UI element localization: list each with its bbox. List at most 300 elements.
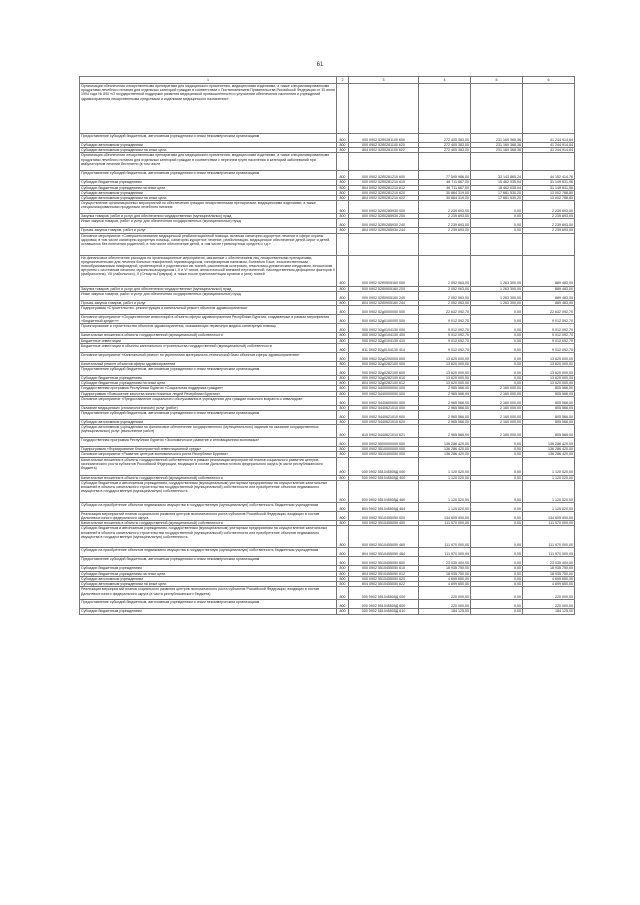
row-budget-code-cell: 000 0902 52б0281210 610	[349, 180, 419, 185]
row-approved-cell: 2 239 693,00	[419, 214, 471, 219]
row-approved-cell: 2 965 566,00	[419, 386, 471, 391]
table-row	[80, 557, 575, 566]
row-name-cell: Предоставление субсидий бюджетным, автономным учреждениям и иным некоммерческим организациям	[80, 600, 337, 609]
table-row	[80, 153, 575, 171]
row-name-cell: Предоставление субсидий бюджетным, автономным учреждениям и иным некоммерческим организациям	[80, 557, 337, 566]
row-admin-code-cell: 800	[337, 306, 349, 315]
row-name-cell: Оказание медицинских (стоматологических) услуг (работ)	[80, 405, 337, 410]
row-budget-code-cell: 000 0902 52д0282100 000	[349, 361, 419, 366]
row-remaining-cell: 44 152 414,76	[523, 171, 575, 180]
row-approved-cell: 220 000,00	[419, 600, 471, 609]
row-remaining-cell: 9 012 092,70	[523, 315, 575, 324]
row-admin-code-cell: 800	[337, 452, 349, 457]
row-approved-cell: 184 125,00	[419, 609, 471, 614]
row-remaining-cell: 2 239 693,00	[523, 228, 575, 233]
table-row	[80, 411, 575, 420]
row-executed-cell: 0,00	[471, 352, 523, 361]
row-name-cell: Субсидии автономным учреждениям на иные цели	[80, 582, 337, 587]
row-name-cell: Капитальные вложения в объекты государственной (муниципальной) собственности	[80, 475, 337, 480]
table-row	[80, 457, 575, 475]
table-row	[80, 480, 575, 502]
row-name-cell: Иные закупки товаров, работ и услуг для обеспечения государственных (муниципальных) нужд	[80, 219, 337, 228]
row-remaining-cell: 9 012 092,70	[523, 343, 575, 352]
row-remaining-cell: 805 566,00	[523, 411, 575, 420]
row-approved-cell: 13 620 000,00	[419, 376, 471, 381]
row-admin-code-cell: 800	[337, 291, 349, 300]
row-admin-code-cell: 800	[337, 480, 349, 502]
row-remaining-cell: 111 970 000,00	[523, 548, 575, 557]
row-remaining-cell: 2 239 693,00	[523, 214, 575, 219]
row-budget-code-cell: 000 0902 5510000000 000	[349, 447, 419, 452]
row-remaining-cell: 805 566,00	[523, 420, 575, 425]
row-name-cell: Подпрограмма «Формирование благоприятной инвестиционной среды»	[80, 447, 337, 452]
row-executed-cell: 17 681 530,20	[471, 196, 523, 201]
row-approved-cell: 1 120 020,00	[419, 480, 471, 502]
row-budget-code-cell: 000 0902 5500000000 000	[349, 438, 419, 447]
row-remaining-cell: 111 970 000,00	[523, 526, 575, 548]
row-name-cell: Закупка товаров, работ и услуг для обеспечения государственных (муниципальных) нужд	[80, 286, 337, 291]
row-approved-cell: 4 699 650,00	[419, 576, 471, 581]
row-remaining-cell: 1 120 020,00	[523, 457, 575, 475]
row-budget-code-cell: 804 0902 52б0905160 244	[349, 300, 419, 305]
row-admin-code-cell: 800	[337, 324, 349, 333]
row-approved-cell: 2 965 566,00	[419, 411, 471, 420]
row-remaining-cell	[523, 84, 575, 134]
row-executed-cell: 0,00	[471, 582, 523, 587]
table-row	[80, 609, 575, 614]
row-remaining-cell: 136 286 420,00	[523, 438, 575, 447]
table-row	[80, 396, 575, 405]
row-executed-cell	[471, 84, 523, 134]
row-remaining-cell: 4 699 650,00	[523, 582, 575, 587]
row-executed-cell: 0,00	[471, 361, 523, 366]
row-remaining-cell: 889 483,00	[523, 291, 575, 300]
row-approved-cell: 2 052 063,00	[419, 300, 471, 305]
row-budget-code-cell: 804 0902 5510455050 612	[349, 571, 419, 576]
row-budget-code-cell: 000 0902 5510455050 600	[349, 557, 419, 566]
row-budget-code-cell: 000 0902 52д0100000 000	[349, 315, 419, 324]
row-name-cell: Предоставление субсидий бюджетным, автономным учреждениям и иным некоммерческим организациям	[80, 134, 337, 143]
row-budget-code-cell: 804 0902 52б0285930 244	[349, 228, 419, 233]
row-remaining-cell: 889 483,00	[523, 286, 575, 291]
row-executed-cell: 0,00	[471, 376, 523, 381]
table-row	[80, 600, 575, 609]
row-budget-code-cell: 000 0902 551045505Д 600	[349, 600, 419, 609]
row-remaining-cell: 805 566,00	[523, 405, 575, 410]
row-executed-cell: 0,00	[471, 475, 523, 480]
row-name-cell: Субсидии на приобретение объектов недвижимого имущества в государственную (муниципальную) собственность бюджетным учреждениям	[80, 548, 337, 557]
row-executed-cell: 0,00	[471, 333, 523, 338]
row-admin-code-cell: 800	[337, 576, 349, 581]
row-name-cell: Реализация мероприятий планов социального развития центров экономического роста субъектов Российской Федерации, входящих в состав Дальневосточного федерального округа	[80, 511, 337, 520]
row-approved-cell: 30 884 319,00	[419, 196, 471, 201]
table-row	[80, 526, 575, 548]
row-executed-cell: 231 160 368,36	[471, 134, 523, 143]
row-admin-code-cell: 800	[337, 361, 349, 366]
row-name-cell: Субсидии бюджетным учреждениям	[80, 609, 337, 614]
row-admin-code-cell: 800	[337, 475, 349, 480]
row-admin-code-cell	[337, 153, 349, 171]
row-executed-cell: 2 160 000,00	[471, 386, 523, 391]
row-approved-cell: 13 620 000,00	[419, 367, 471, 376]
table-row	[80, 548, 575, 557]
row-executed-cell: 0,00	[471, 548, 523, 557]
row-name-cell: Основное мероприятие «Предоставление социального обслуживания в учреждениях для граждан пожилого возраста и инвалидов»	[80, 396, 337, 405]
table-row	[80, 84, 575, 134]
row-budget-code-cell: 804 0902 52б0281210 612	[349, 185, 419, 190]
row-remaining-cell: 13 620 000,00	[523, 361, 575, 366]
row-approved-cell: 9 012 092,70	[419, 333, 471, 338]
row-name-cell: Субсидии автономным учреждениям на иные цели	[80, 148, 337, 153]
row-budget-code-cell: 000 0902 5440621010 600	[349, 411, 419, 420]
row-name-cell: Организация обеспечения лекарственными препаратами для медицинского применения, медицинскими изделиями, а также специализированными продуктами лечебного питания для отдельных категорий граждан в соответствии с Постановлением Правительства Российской Федерации от 30 июля 1994 года № 890 «О государственной поддержке развития медицинской промышленности и улучшении обеспечения населения и учреждений здравоохранения лекарственными средствами и изделиями медицинского назначения»	[80, 84, 337, 134]
row-admin-code-cell: 800	[337, 391, 349, 396]
table-row	[80, 219, 575, 228]
row-executed-cell: 0,00	[471, 324, 523, 333]
row-budget-code-cell: 000 0902 52д0104130 000	[349, 324, 419, 333]
row-approved-cell: 77 595 986,00	[419, 171, 471, 180]
row-budget-code-cell: 000 0902 5510455050 000	[349, 511, 419, 520]
table-row	[80, 233, 575, 255]
row-admin-code-cell: 800	[337, 228, 349, 233]
row-budget-code-cell: 000 0902 52д0282100 600	[349, 367, 419, 376]
row-name-cell: Прочая закупка товаров, работ и услуг	[80, 228, 337, 233]
row-executed-cell: 17 681 530,20	[471, 190, 523, 195]
row-remaining-cell: 889 483,00	[523, 300, 575, 305]
row-admin-code-cell: 800	[337, 457, 349, 475]
row-executed-cell: 0,00	[471, 367, 523, 376]
table-row	[80, 291, 575, 300]
row-name-cell: Основное мероприятие «Капитальный ремонт по укреплению материально-технической базы объектов сферы здравоохранения»	[80, 352, 337, 361]
row-budget-code-cell: 000 0902 551045505Д 000	[349, 587, 419, 600]
row-budget-code-cell: 000 0902 52б0281210 620	[349, 190, 419, 195]
table-row	[80, 134, 575, 143]
row-budget-code-cell: 000 0902 52б0905160 000	[349, 255, 419, 286]
row-approved-cell: 9 012 092,70	[419, 343, 471, 352]
row-remaining-cell: 805 566,00	[523, 391, 575, 396]
table-row	[80, 352, 575, 361]
row-admin-code-cell: 800	[337, 352, 349, 361]
row-admin-code-cell: 800	[337, 600, 349, 609]
row-name-cell: Предоставление субсидий бюджетным, автономным учреждениям и иным некоммерческим организациям	[80, 171, 337, 180]
row-approved-cell: 13 620 000,00	[419, 381, 471, 386]
row-budget-code-cell: 000 0902 52б0285930 200	[349, 214, 419, 219]
row-name-cell: Субсидии автономным учреждениям	[80, 190, 337, 195]
row-budget-code-cell: 000 0902 52б0281210 600	[349, 171, 419, 180]
budget-execution-table	[79, 76, 575, 615]
row-budget-code-cell: 811 0902 52д0104130 414	[349, 343, 419, 352]
table-row	[80, 315, 575, 324]
row-approved-cell: 9 012 092,70	[419, 324, 471, 333]
row-budget-code-cell: 000 0902 5510455050 460	[349, 526, 419, 548]
row-admin-code-cell: 800	[337, 143, 349, 148]
row-admin-code-cell: 800	[337, 526, 349, 548]
row-approved-cell: 1 120 020,00	[419, 502, 471, 511]
row-budget-code-cell: 000 0902 52б0281100 620	[349, 143, 419, 148]
row-executed-cell: 0,00	[471, 438, 523, 447]
row-name-cell: Субсидии бюджетным учреждениям на иные цели	[80, 381, 337, 386]
row-budget-code-cell: 000 0902 5510455050 610	[349, 566, 419, 571]
row-approved-cell: 1 120 020,00	[419, 475, 471, 480]
row-budget-code-cell: 804 0902 5510455050 464	[349, 548, 419, 557]
row-remaining-cell: 41 244 914,64	[523, 143, 575, 148]
row-remaining-cell: 9 012 092,70	[523, 333, 575, 338]
row-executed-cell: 0,00	[471, 600, 523, 609]
row-name-cell: Капитальные вложения в объекты государственной собственности в рамках реализации мероприятий планов социального развития центров экономического роста субъектов Российской Федерации, входящих в состав Дальневосточного федерального округа (в части республиканского бюджета)	[80, 457, 337, 475]
row-approved-cell: 2 052 063,00	[419, 255, 471, 286]
row-admin-code-cell: 800	[337, 219, 349, 228]
row-remaining-cell: 23 035 400,00	[523, 557, 575, 566]
row-admin-code-cell: 800	[337, 405, 349, 410]
row-admin-code-cell: 800	[337, 315, 349, 324]
row-admin-code-cell: 800	[337, 438, 349, 447]
row-name-cell: Подпрограмма «Строительство, реконструкция и капитальный ремонт объектов здравоохранения»	[80, 306, 337, 315]
row-approved-cell: 2 965 566,00	[419, 405, 471, 410]
row-remaining-cell: 13 002 788,80	[523, 196, 575, 201]
row-executed-cell: 0,00	[471, 343, 523, 352]
row-name-cell: Капитальный ремонт объектов сферы здравоохранения	[80, 361, 337, 366]
row-remaining-cell: 13 620 000,00	[523, 352, 575, 361]
row-remaining-cell: 136 286 420,00	[523, 452, 575, 457]
row-admin-code-cell: 800	[337, 381, 349, 386]
row-admin-code-cell: 800	[337, 333, 349, 338]
row-name-cell: Субсидии бюджетным учреждениям	[80, 180, 337, 185]
row-executed-cell: 0,00	[471, 571, 523, 576]
row-executed-cell: 0,00	[471, 557, 523, 566]
row-approved-cell: 2 239 693,00	[419, 228, 471, 233]
row-approved-cell: 18 935 750,00	[419, 571, 471, 576]
row-remaining-cell: 13 002 788,80	[523, 190, 575, 195]
row-remaining-cell: 9 012 092,70	[523, 324, 575, 333]
row-admin-code-cell	[337, 233, 349, 255]
row-admin-code-cell: 800	[337, 420, 349, 425]
row-budget-code-cell: 000 0902 52б0285930 240	[349, 219, 419, 228]
row-name-cell: Осуществление организационных мероприятий по обеспечению граждан лекарственными препаратами, медицинскими изделиями, а также специализированными продуктами лечебного питания	[80, 201, 337, 214]
row-admin-code-cell: 800	[337, 425, 349, 438]
row-admin-code-cell: 800	[337, 185, 349, 190]
header-cell: 5	[471, 77, 523, 84]
row-name-cell: На финансовое обеспечение расходов на организационные мероприятия, связанные с обеспечением лиц лекарственными препаратами, предназначенными для лечения больных гемофилией, муковисцидозом, гипофизарным нанизмом, болезнью Гоше, злокачественными новообразованиями лимфоидной, кроветворной и родственных им тканей, рассеянным склерозом, гемолитико-уремическим синдромом, юношеским артритом с системным началом, мукополисахаридозом I, II и VI типов, апластической анемией неуточненной, наследственным дефицитом факторов II (фибриногена), VII (лабильного), X (Стюарта-Прауэра), а также после трансплантации органов и (или) тканей	[80, 255, 337, 286]
row-remaining-cell: 805 566,00	[523, 386, 575, 391]
row-name-cell: Проектирование и строительство объектов здравоохранения, оказывающих первичную медико-санитарную помощь	[80, 324, 337, 333]
row-approved-cell: 9 012 092,70	[419, 315, 471, 324]
row-admin-code-cell: 800	[337, 338, 349, 343]
row-approved-cell: 2 239 693,00	[419, 201, 471, 214]
row-executed-cell	[471, 153, 523, 171]
row-remaining-cell: 4 699 650,00	[523, 576, 575, 581]
row-approved-cell	[419, 153, 471, 171]
row-executed-cell: 0,00	[471, 480, 523, 502]
row-admin-code-cell	[337, 84, 349, 134]
row-budget-code-cell: 804 0902 52д0282100 612	[349, 381, 419, 386]
row-budget-code-cell: 000 0902 52б0905160 200	[349, 286, 419, 291]
row-remaining-cell: 2 239 693,00	[523, 219, 575, 228]
row-approved-cell: 46 711 667,00	[419, 185, 471, 190]
row-admin-code-cell: 800	[337, 396, 349, 405]
row-remaining-cell: 9 012 092,70	[523, 338, 575, 343]
row-admin-code-cell: 800	[337, 587, 349, 600]
row-budget-code-cell: 000 0902 52б0285930 000	[349, 201, 419, 214]
row-remaining-cell: 1 120 020,00	[523, 475, 575, 480]
row-name-cell: Капитальные вложения в объекты государственной (муниципальной) собственности	[80, 333, 337, 338]
header-cell: 2	[337, 77, 349, 84]
row-remaining-cell: 18 935 750,00	[523, 571, 575, 576]
row-admin-code-cell: 800	[337, 343, 349, 352]
row-approved-cell: 18 935 750,00	[419, 566, 471, 571]
row-executed-cell: 1 263 300,00	[471, 255, 523, 286]
row-budget-code-cell: 000 0902 52б0281100 600	[349, 134, 419, 143]
row-executed-cell: 0,00	[471, 315, 523, 324]
row-executed-cell: 0,00	[471, 447, 523, 452]
row-remaining-cell: 31 149 631,96	[523, 185, 575, 190]
row-remaining-cell: 805 566,00	[523, 425, 575, 438]
row-name-cell: Субсидии автономным учреждениям	[80, 143, 337, 148]
row-remaining-cell: 41 244 914,64	[523, 148, 575, 153]
row-approved-cell: 2 239 693,00	[419, 219, 471, 228]
row-budget-code-cell: 000 0902 551045505Д 000	[349, 457, 419, 475]
row-budget-code-cell: 000 0902 52д0000000 000	[349, 306, 419, 315]
row-executed-cell: 0,00	[471, 526, 523, 548]
row-name-cell: Организация обеспечения лекарственными препаратами для медицинского применения, медицинскими изделиями, а также специализированными продуктами лечебного питания для отдельных категорий граждан в соответствии с перечнем групп населения и категорий заболеваний при амбулаторном лечении бесплатно (в том числе	[80, 153, 337, 171]
table-row	[80, 438, 575, 447]
row-executed-cell: 1 263 300,00	[471, 291, 523, 300]
row-executed-cell: 0,00	[471, 587, 523, 600]
row-remaining-cell	[523, 233, 575, 255]
row-admin-code-cell: 800	[337, 609, 349, 614]
row-admin-code-cell: 800	[337, 511, 349, 520]
row-executed-cell: 0,00	[471, 566, 523, 571]
row-approved-cell	[419, 233, 471, 255]
row-executed-cell: 0,00	[471, 609, 523, 614]
row-remaining-cell: 136 286 420,00	[523, 447, 575, 452]
row-executed-cell: 2 160 000,00	[471, 425, 523, 438]
row-budget-code-cell	[349, 84, 419, 134]
row-executed-cell: 15 462 035,04	[471, 185, 523, 190]
row-executed-cell: 0,00	[471, 502, 523, 511]
row-name-cell: Основное мероприятие «Осуществление инвестиций в объекты сферы здравоохранения Республики Бурятия, создаваемые в рамках мероприятия «Бюджетный кредит»»	[80, 315, 337, 324]
row-admin-code-cell: 800	[337, 300, 349, 305]
row-name-cell: Основное мероприятие «Развитие центров экономического роста Республики Бурятия»	[80, 452, 337, 457]
row-executed-cell: 0,00	[471, 228, 523, 233]
row-budget-code-cell: 000 0902 52б0905160 240	[349, 291, 419, 300]
row-name-cell: Прочая закупка товаров, работ и услуг	[80, 300, 337, 305]
row-name-cell: Субсидии автономным учреждениям	[80, 420, 337, 425]
table-row	[80, 502, 575, 511]
row-approved-cell: 111 970 000,00	[419, 526, 471, 548]
row-admin-code-cell: 800	[337, 411, 349, 420]
row-executed-cell: 15 462 035,04	[471, 180, 523, 185]
table-header-row	[80, 77, 575, 84]
row-approved-cell: 2 965 566,00	[419, 396, 471, 405]
row-executed-cell: 0,00	[471, 338, 523, 343]
row-budget-code-cell: 000 0902 5510455050 400	[349, 521, 419, 526]
row-admin-code-cell: 800	[337, 447, 349, 452]
row-approved-cell: 220 000,00	[419, 587, 471, 600]
header-cell: 3	[349, 77, 419, 84]
row-executed-cell: 2 160 000,00	[471, 411, 523, 420]
row-approved-cell: 30 884 319,00	[419, 190, 471, 195]
row-remaining-cell	[523, 153, 575, 171]
row-remaining-cell: 220 000,00	[523, 600, 575, 609]
row-executed-cell: 2 160 000,00	[471, 420, 523, 425]
table-row	[80, 306, 575, 315]
table-row	[80, 324, 575, 333]
row-name-cell: Закупка товаров, работ и услуг для обеспечения государственных (муниципальных) нужд	[80, 214, 337, 219]
table-row	[80, 201, 575, 214]
row-executed-cell: 0,00	[471, 214, 523, 219]
row-budget-code-cell: 000 0902 52д0104130 400	[349, 333, 419, 338]
row-budget-code-cell	[349, 233, 419, 255]
row-name-cell: Субсидии бюджетным учреждениям на иные цели	[80, 185, 337, 190]
table-row	[80, 587, 575, 600]
row-budget-code-cell: 000 0902 5440000000 000	[349, 391, 419, 396]
row-executed-cell: 0,00	[471, 452, 523, 457]
row-name-cell: Государственная программа Республики Бурятия «Социальная поддержка граждан»	[80, 386, 337, 391]
row-budget-code-cell: 000 0902 5510455050 620	[349, 576, 419, 581]
row-admin-code-cell: 800	[337, 190, 349, 195]
row-name-cell: Субсидии бюджетным и автономным учреждениям, государственным (муниципальным) унитарным предприятиям на осуществление капитальных вложений в объекты капитального строительства государственной (муниципальной) собственности или приобретение объектов недвижимого имущества в государственную (муниципальную) собственность	[80, 526, 337, 548]
row-approved-cell: 2 052 063,00	[419, 286, 471, 291]
row-approved-cell: 13 620 000,00	[419, 352, 471, 361]
row-executed-cell: 231 160 368,36	[471, 143, 523, 148]
row-executed-cell: 0,00	[471, 511, 523, 520]
row-remaining-cell: 31 149 631,96	[523, 180, 575, 185]
row-approved-cell: 111 970 000,00	[419, 548, 471, 557]
row-executed-cell: 0,00	[471, 457, 523, 475]
row-approved-cell: 13 620 000,00	[419, 361, 471, 366]
row-executed-cell: 0,00	[471, 219, 523, 228]
row-budget-code-cell: 000 0902 5440600000 000	[349, 396, 419, 405]
row-admin-code-cell: 800	[337, 180, 349, 185]
row-approved-cell: 46 711 667,00	[419, 180, 471, 185]
row-budget-code-cell: 815 0902 5440621010 621	[349, 425, 419, 438]
row-remaining-cell: 134 605 400,00	[523, 511, 575, 520]
row-name-cell: Субсидии автономным учреждениям на финансовое обеспечение государственного (муниципального) задания на оказание государственных (муниципальных) услуг (выполнение работ)	[80, 425, 337, 438]
row-admin-code-cell: 800	[337, 582, 349, 587]
row-approved-cell: 1 120 020,00	[419, 457, 471, 475]
row-admin-code-cell: 800	[337, 148, 349, 153]
row-approved-cell: 2 965 566,00	[419, 420, 471, 425]
row-executed-cell: 33 143 865,24	[471, 171, 523, 180]
row-admin-code-cell: 800	[337, 557, 349, 566]
row-budget-code-cell: 000 0902 52д0282100 610	[349, 376, 419, 381]
row-approved-cell: 136 286 420,00	[419, 438, 471, 447]
row-remaining-cell: 184 125,00	[523, 609, 575, 614]
row-approved-cell: 134 605 400,00	[419, 511, 471, 520]
row-admin-code-cell: 800	[337, 134, 349, 143]
row-budget-code-cell: 000 0902 551045505Д 460	[349, 480, 419, 502]
row-remaining-cell: 2 239 693,00	[523, 201, 575, 214]
row-remaining-cell: 13 620 000,00	[523, 381, 575, 386]
row-admin-code-cell: 800	[337, 548, 349, 557]
row-remaining-cell: 111 970 000,00	[523, 521, 575, 526]
row-admin-code-cell: 800	[337, 386, 349, 391]
row-name-cell: Субсидии на приобретение объектов недвижимого имущества в государственную (муниципальную) собственность бюджетным учреждениям	[80, 502, 337, 511]
row-executed-cell: 2 160 000,00	[471, 391, 523, 396]
table-row	[80, 171, 575, 180]
row-executed-cell: 0,00	[471, 521, 523, 526]
table-row	[80, 255, 575, 286]
row-admin-code-cell: 800	[337, 376, 349, 381]
row-budget-code-cell: 000 0902 52д0104130 410	[349, 338, 419, 343]
row-executed-cell: 231 160 368,36	[471, 148, 523, 153]
row-budget-code-cell: 000 0902 5510400000 000	[349, 452, 419, 457]
row-executed-cell: 0,00	[471, 576, 523, 581]
row-approved-cell: 4 699 650,00	[419, 582, 471, 587]
row-budget-code-cell: 000 0902 551045505Д 400	[349, 475, 419, 480]
row-name-cell: Предоставление субсидий бюджетным, автономным учреждениям и иным некоммерческим организациям	[80, 411, 337, 420]
row-remaining-cell: 805 566,00	[523, 396, 575, 405]
